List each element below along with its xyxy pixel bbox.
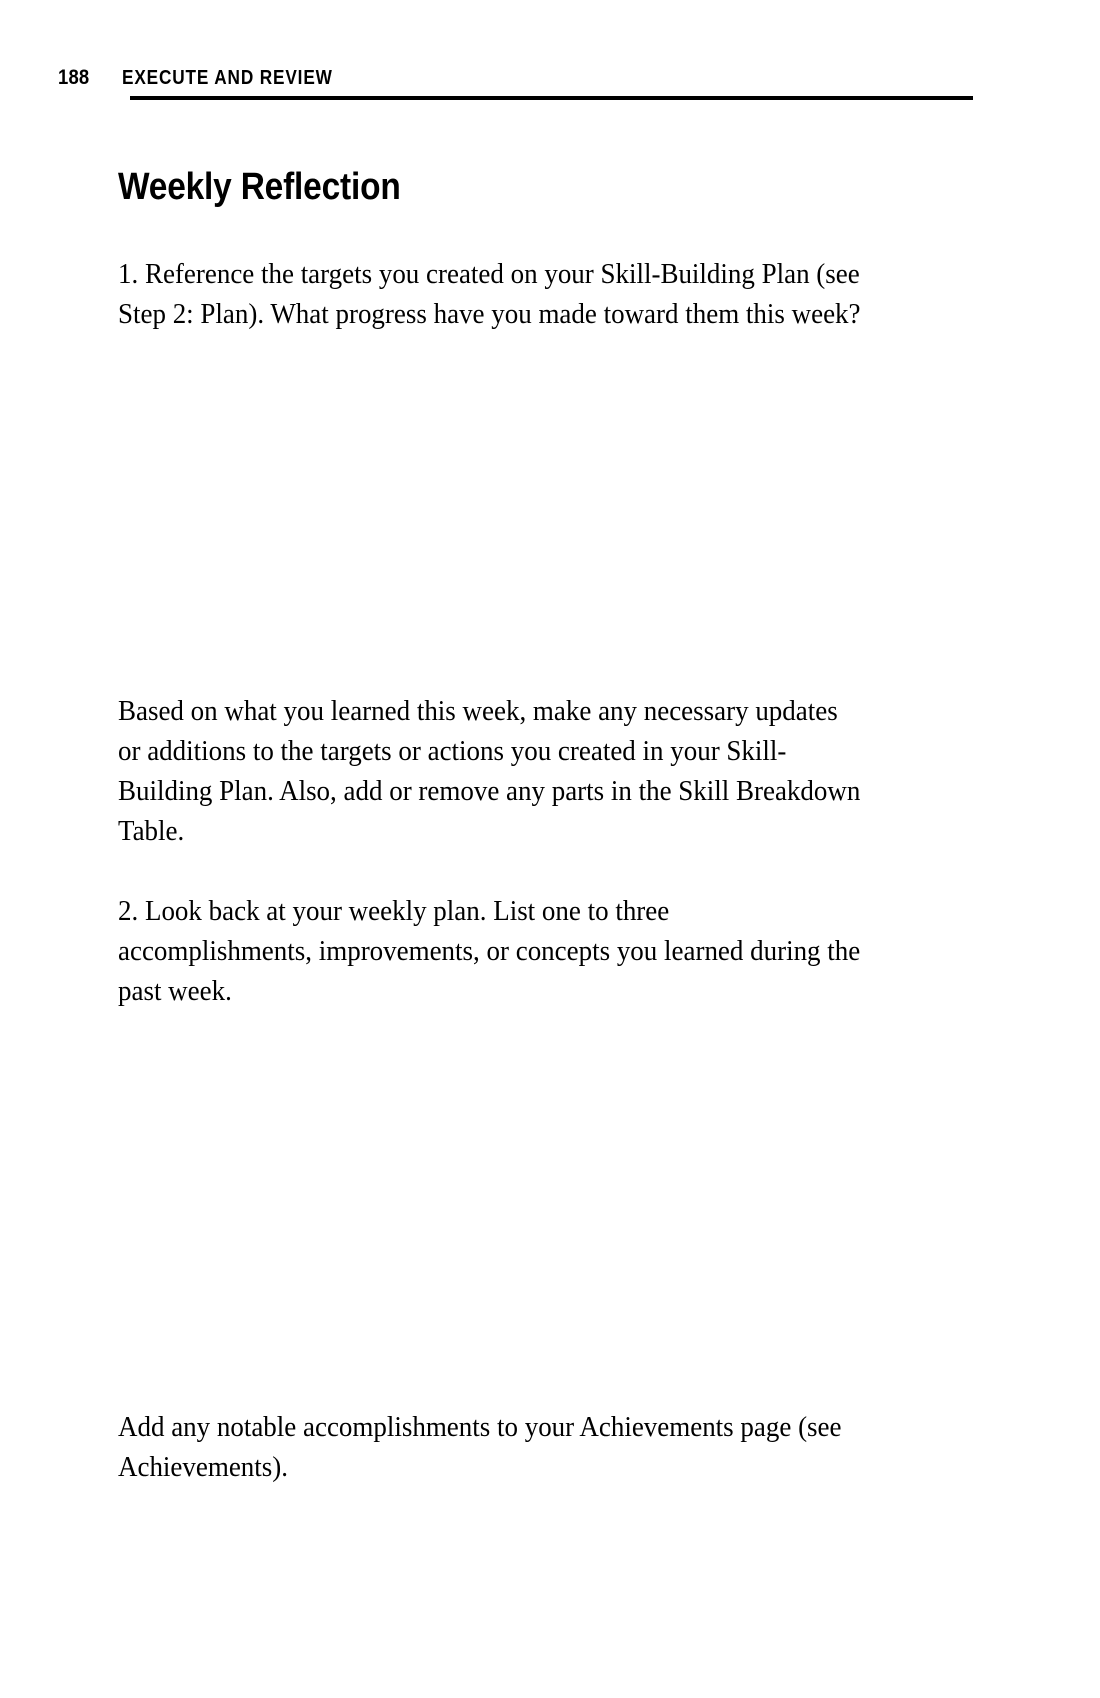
question-1-text: 1. Reference the targets you created on your Skill-Building Plan (see Step 2: Plan). What progress have you made toward them this week? <box>118 258 861 330</box>
running-head <box>58 62 978 102</box>
update-instruction-text: Based on what you learned this week, make any necessary updates or additions to the targets or actions you created in your Skill-Building Plan. Also, add or remove any parts in the Skill Breakdown Table. <box>118 695 861 847</box>
page-number: 188 <box>58 66 90 89</box>
answer-area-question-2[interactable] <box>118 990 918 1365</box>
running-head-title: EXECUTE AND REVIEW <box>122 67 333 89</box>
answer-area-question-1[interactable] <box>118 350 918 650</box>
question-2-text: 2. Look back at your weekly plan. List one to three accomplishments, improvements, or concepts you learned during the past week. <box>118 895 861 1007</box>
page-title: Weekly Reflection <box>118 166 401 209</box>
closing-note-text: Add any notable accomplishments to your Achievements page (see Achievements). <box>118 1411 842 1483</box>
running-head-rule <box>130 96 973 100</box>
